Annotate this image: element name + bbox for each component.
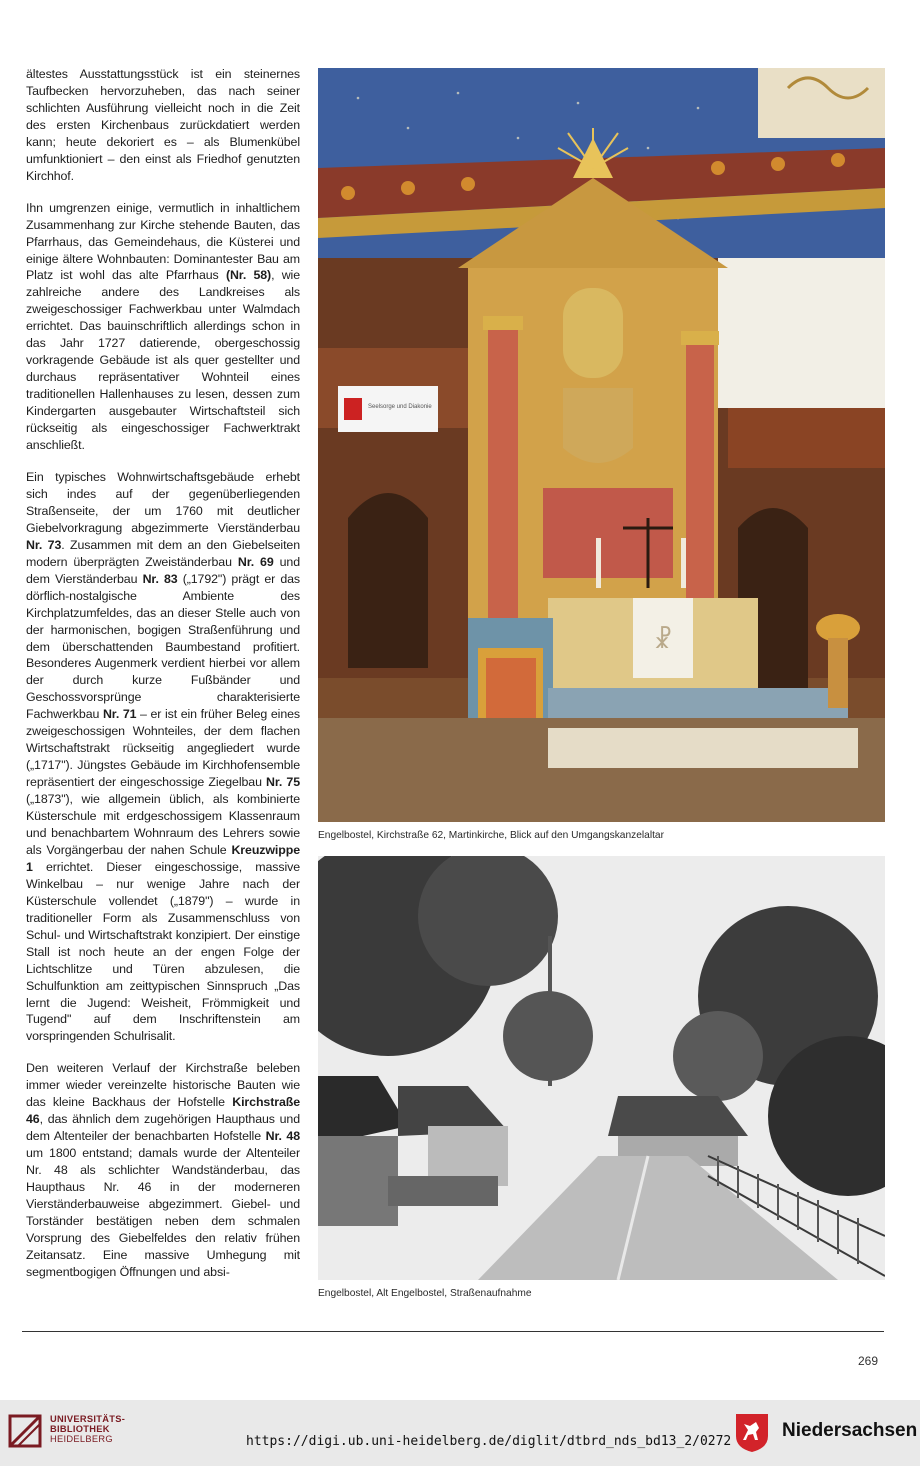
footer-rule	[22, 1331, 884, 1332]
caption-church-interior: Engelbostel, Kirchstraße 62, Martinkirche, Blick auf den Umgangskanzelaltar	[318, 830, 664, 841]
photo1-sign-text: Seelsorge und Diakonie	[368, 404, 432, 410]
library-line-3: HEIDELBERG	[50, 1434, 113, 1444]
university-library-logo-icon	[8, 1412, 42, 1450]
church-interior-illustration	[318, 68, 885, 822]
paragraph-2: Ihn umgrenzen einige, vermutlich in inhaltlichem Zusammenhang zur Kirche stehende Bauten, das Pfarrhaus, das Gemeindehaus, die Küsterei und einige ältere Wohnbauten: Dominantester Bau am Platz ist wohl das alte Pfarrhaus (Nr. 58), wie zahlreiche andere des Landkreises als zweigeschossiger Fachwerkbau unter Walmdach errichtet. Das bauinschriftlich allerdings schon in das Jahr 1727 datierende, obergeschossig vorkragende Gebäude ist als quer gestellter und durchaus repräsentativer Wohnteil eines traditionellen Hallenhauses zu lesen, dessen zum Kindergarten ausgebauter Wirtschaftsteil sich rückseitig als eingeschossiger Fachwerktrakt anschließt.	[26, 200, 300, 453]
paragraph-4: Den weiteren Verlauf der Kirchstraße beleben immer wieder vereinzelte historische Bauten wie das kleine Backhaus der Hofstelle Kirchstraße 46, das ähnlich dem zugehörigen Haupthaus und dem Altenteiler der benachbarten Hofstelle Nr. 48 um 1800 entstand; damals wurde der Altenteiler Nr. 48 als schlichter Wandständerbau, das Haupthaus Nr. 46 in der moderneren Vierständerbauweise abgezimmert. Giebel- und Torständer bestätigen neben dem schmalen Vorsprung des Giebelfeldes den relativ frühen Zeitansatz. Eine massive Umhegung mit segmentbogigen Öffnungen und absi-	[26, 1061, 300, 1279]
street-photo	[318, 856, 885, 1280]
church-interior-photo	[318, 68, 885, 822]
paragraph-1: ältestes Ausstattungsstück ist ein steinernes Taufbecken hervorzuheben, das nach seiner schlichten Ausführung vielleicht noch in die Zeit des ersten Kirchenbaus zurückdatiert werden kann; heute dekoriert es – als Blumenkübel umfunktioniert – den einst als Friedhof genutzten Kirchhof.	[26, 67, 300, 183]
text-column	[26, 66, 300, 1296]
state-name: Niedersachsen	[782, 1420, 918, 1441]
page-number: 269	[858, 1354, 879, 1368]
footer-bar	[0, 1400, 920, 1466]
source-url-link[interactable]: https://digi.ub.uni-heidelberg.de/diglit/dtbrd_nds_bd13_2/0272	[246, 1434, 732, 1449]
street-illustration	[318, 856, 885, 1280]
library-name	[50, 1414, 125, 1444]
library-line-1: UNIVERSITÄTS-	[50, 1414, 126, 1424]
niedersachsen-horse-icon	[734, 1412, 770, 1452]
library-line-2: BIBLIOTHEK	[50, 1424, 110, 1434]
caption-street: Engelbostel, Alt Engelbostel, Straßenaufnahme	[318, 1288, 532, 1299]
paragraph-3: Ein typisches Wohnwirtschaftsgebäude erhebt sich indes auf der gegenüberliegenden Straßenseite, der um 1760 mit deutlicher Giebelvorkragung abgezimmerte Vierständerbau Nr. 73. Zusammen mit dem an den Giebelseiten modern überprägten Zweiständerbau Nr. 69 und dem Vierständerbau Nr. 83 („1792") prägt er das dörflich-nostalgische Ambiente des Kirchplatzumfeldes, das an dieser Stelle auch von der harmonischen, bogigen Straßenführung und dem überschattenden Baumbestand profitiert. Besonderes Augenmerk verdient hierbei vor allem der durch kurze Fußbänder und Geschossvorsprünge charakterisierte Fachwerkbau Nr. 71 – er ist ein früher Beleg eines zweigeschossigen Wohnteiles, der dem flachen Wirtschaftstrakt rückseitig angegliedert wurde („1717"). Jüngstes Gebäude im Kirchhofensemble repräsentiert der eingeschossige Ziegelbau Nr. 75 („1873"), wie allgemein üblich, als kombinierte Küsterschule mit erdgeschossigem Klassenraum und benachbartem Wohnraum des Lehrers sowie als Vorgängerbau der nahen Schule Kreuzwippe 1 errichtet. Dieser eingeschossige, massive Winkelbau – nur wenige Jahre nach der Küsterschule vollendet („1879") – wurde in traditioneller Form als Zusammenschluss von Schul- und Wirtschaftstrakt konzipiert. Der einstige Stall ist noch heute an der engen Folge der Lichtschlitze und Türen abzulesen, die Schulfunktion am zeittypischen Sinnspruch „Das lernt die Jugend: Weisheit, Frömmigkeit und Tugend" auf dem Inschriftenstein am vorspringenden Schulrisalit.	[26, 469, 300, 1044]
chi-rho-icon: ☧	[653, 626, 673, 654]
